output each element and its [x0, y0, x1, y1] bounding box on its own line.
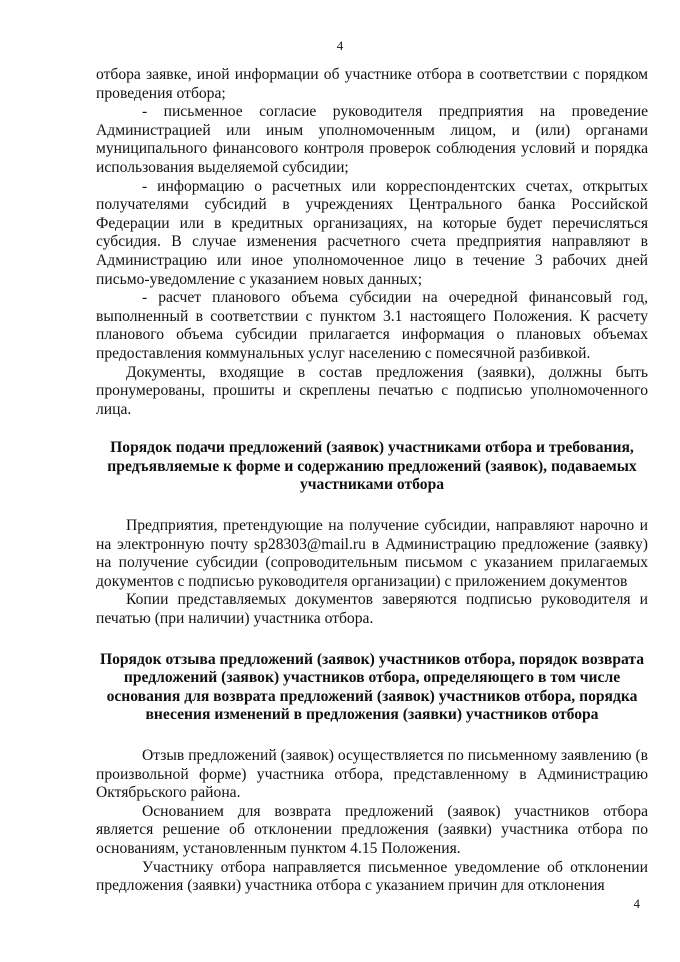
page-number-bottom: 4: [633, 896, 640, 911]
paragraph: Участнику отбора направляется письменное уведомление об отклонении предложения (заявки) участника отбора с указанием причин для отклонения: [96, 858, 648, 895]
section-heading: Порядок отзыва предложений (заявок) участников отбора, порядок возврата предложений (заявок) участников отбора, определяющего в том числе основания для возврата предложений (заявок) участников отбора, порядка внесения изменений в предложения (заявки) участников отбора: [99, 650, 645, 724]
list-item: - письменное согласие руководителя предприятия на проведение Администрацией или иным уполномоченным лицом, и (или) органами муниципального финансового контроля проверок соблюдения условий и порядка использования выделяемой субсидии;: [96, 103, 648, 176]
paragraph: отбора заявке, иной информации об участнике отбора в соответствии с порядком проведения отбора;: [96, 66, 648, 102]
list-item: - расчет планового объема субсидии на очередной финансовый год, выполненный в соответствии с пунктом 3.1 настоящего Положения. К расчету планового объема субсидии прилагается информация о плановых объемах предоставления коммунальных услуг населению с помесячной разбивкой.: [96, 289, 648, 362]
section-heading: Порядок подачи предложений (заявок) участниками отбора и требования, предъявляемые к форме и содержанию предложений (заявок), подаваемых участниками отбора: [107, 439, 637, 494]
paragraph: Предприятия, претендующие на получение субсидии, направляют нарочно и на электронную почту sp28303@mail.ru в Администрацию предложение (заявку) на получение субсидии (сопроводительным письмом с указанием прилагаемых документов с подписью руководителя организации) с приложением документов: [96, 517, 648, 590]
document-body: [96, 66, 648, 896]
page-number-top: 4: [336, 38, 344, 53]
paragraph: Копии представляемых документов заверяются подписью руководителя и печатью (при наличии) участника отбора.: [96, 591, 648, 628]
paragraph: Документы, входящие в состав предложения (заявки), должны быть пронумерованы, прошиты и скреплены печатью с подписью уполномоченного лица.: [96, 363, 648, 418]
list-item: - информацию о расчетных или корреспондентских счетах, открытых получателями субсидий в учреждениях Центрального банка Российской Федерации или в кредитных организациях, на которые будет перечисляться субсидия. В случае изменения расчетного счета предприятия направляют в Администрацию или иное уполномоченное лицо в течение 3 рабочих дней письмо-уведомление с указанием новых данных;: [96, 177, 648, 288]
paragraph: Отзыв предложений (заявок) осуществляется по письменному заявлению (в произвольной форме) участника отбора, представленному в Администрацию Октябрьского района.: [96, 747, 648, 802]
paragraph: Основанием для возврата предложений (заявок) участников отбора является решение об отклонении предложения (заявки) участника отбора по основаниям, установленным пунктом 4.15 Положения.: [96, 802, 648, 857]
